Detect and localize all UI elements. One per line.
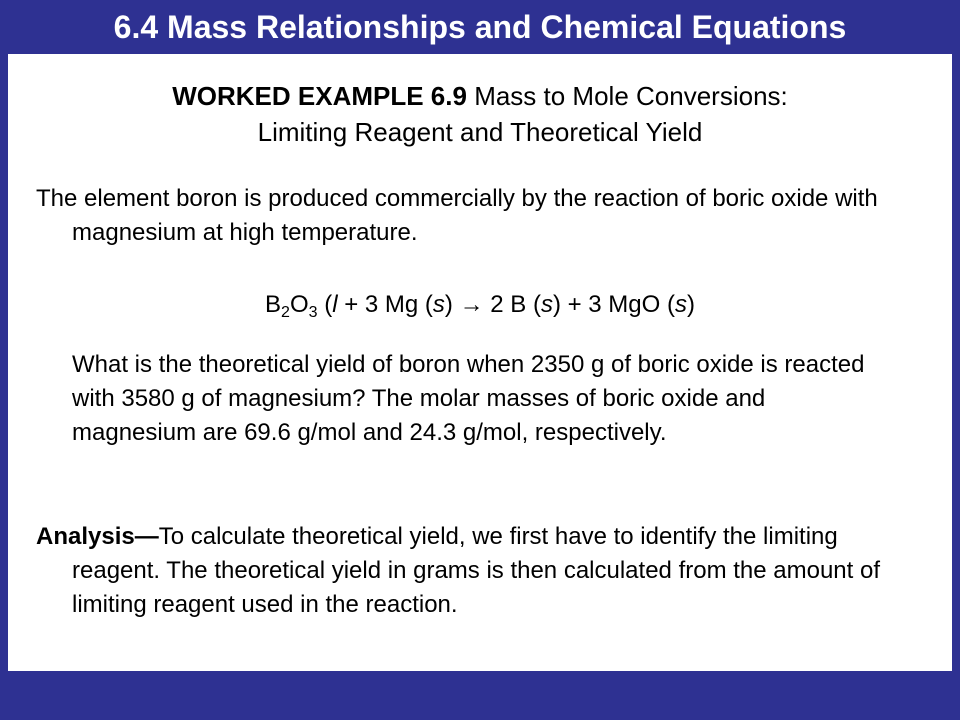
left-border: [0, 0, 8, 720]
slide-title: 6.4 Mass Relationships and Chemical Equations: [113, 9, 847, 45]
chemical-equation: $B_2O_3$ (l + 3 Mg (s) → 2 B (s) + 3 MgO (s): [265, 291, 695, 321]
eq-state3: s: [540, 291, 553, 318]
footer-bar: [0, 671, 960, 720]
worked-example-title-line1: Mass to Mole Conversions:: [474, 81, 788, 111]
eq-end: ): [686, 291, 695, 318]
header-bar: [0, 0, 960, 54]
eq-plus2: ) + 3 MgO (: [552, 291, 675, 318]
analysis-label: Analysis—: [36, 523, 159, 550]
eq-reactant1: B: [265, 291, 282, 318]
worked-example-title-line2: Limiting Reagent and Theoretical Yield: [257, 117, 703, 147]
eq-state2: s: [432, 291, 445, 318]
right-border: [952, 0, 960, 720]
intro-paragraph: The element boron is produced commercially by the reaction of boric oxide with magnesium at high temperature.: [36, 185, 878, 246]
worked-example-label: WORKED EXAMPLE 6.9: [172, 81, 467, 111]
question-paragraph: What is the theoretical yield of boron when 2350 g of boric oxide is reacted with 3580 g of magnesium? The molar masses of boric oxide and magnesium are 69.6 g/mol and 24.3 g/mol, respectively.: [72, 351, 865, 446]
analysis-paragraph: [36, 520, 932, 622]
worked-example-heading: [60, 78, 900, 150]
eq-reactant1b: O: [289, 291, 309, 318]
analysis-text: To calculate theoretical yield, we first have to identify the limiting reagent. The theoretical yield in grams is then calculated from the amount of limiting reagent used in the reaction.: [72, 523, 880, 618]
eq-plus1: + 3 Mg (: [337, 291, 433, 318]
eq-sub1: 2: [281, 304, 290, 321]
eq-arrow: ) → 2 B (: [444, 291, 541, 318]
eq-state4: s: [674, 291, 687, 318]
eq-state1: l: [332, 291, 338, 318]
eq-sub2: 3: [308, 304, 318, 321]
